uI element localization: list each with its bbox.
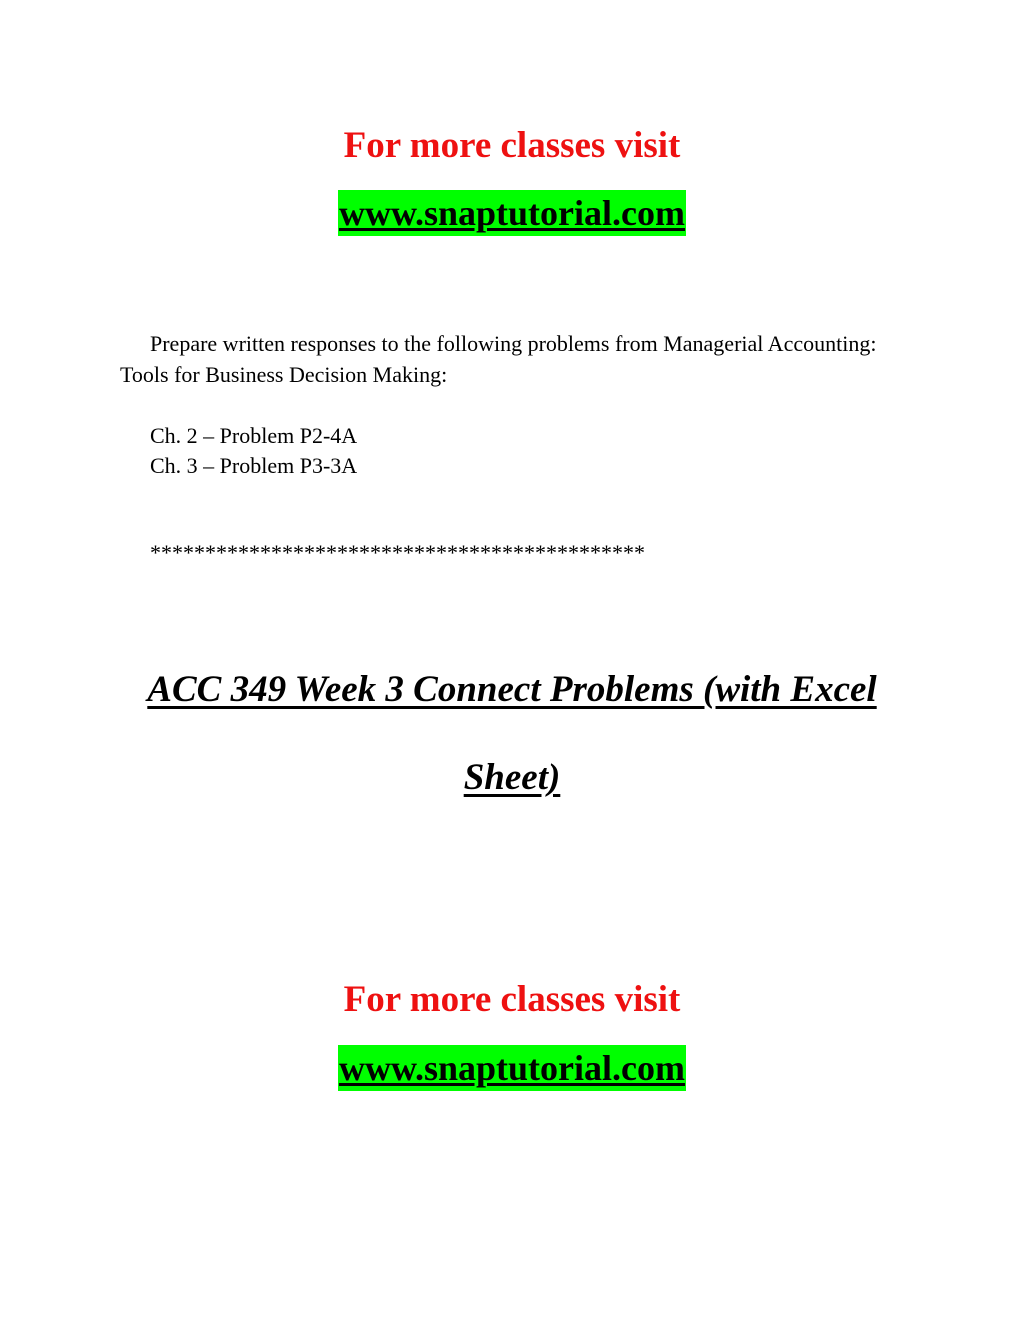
intro-paragraph: Prepare written responses to the following problems from Managerial Accounting: Tools for Business Decision Making: <box>120 331 877 387</box>
promo-heading-bottom: For more classes visit <box>343 979 681 1020</box>
promo-link-wrap-bottom <box>0 1045 1024 1091</box>
separator-stars: ********************************************* <box>150 540 645 565</box>
course-title-line-1-text: ACC 349 Week 3 Connect Problems (with Excel <box>147 669 877 710</box>
promo-link-bottom[interactable]: www.snaptutorial.com <box>338 1045 686 1091</box>
problem-line-2: Ch. 3 – Problem P3-3A <box>150 453 358 478</box>
promo-link-top[interactable]: www.snaptutorial.com <box>338 190 686 236</box>
course-title-line-1 <box>0 668 1024 712</box>
promo-link-wrap-top <box>0 190 1024 236</box>
promo-heading-top: For more classes visit <box>343 125 681 166</box>
problem-line-1: Ch. 2 – Problem P2-4A <box>150 423 358 448</box>
course-title-line-2 <box>0 756 1024 800</box>
course-title-line-2-text: Sheet) <box>463 757 561 798</box>
